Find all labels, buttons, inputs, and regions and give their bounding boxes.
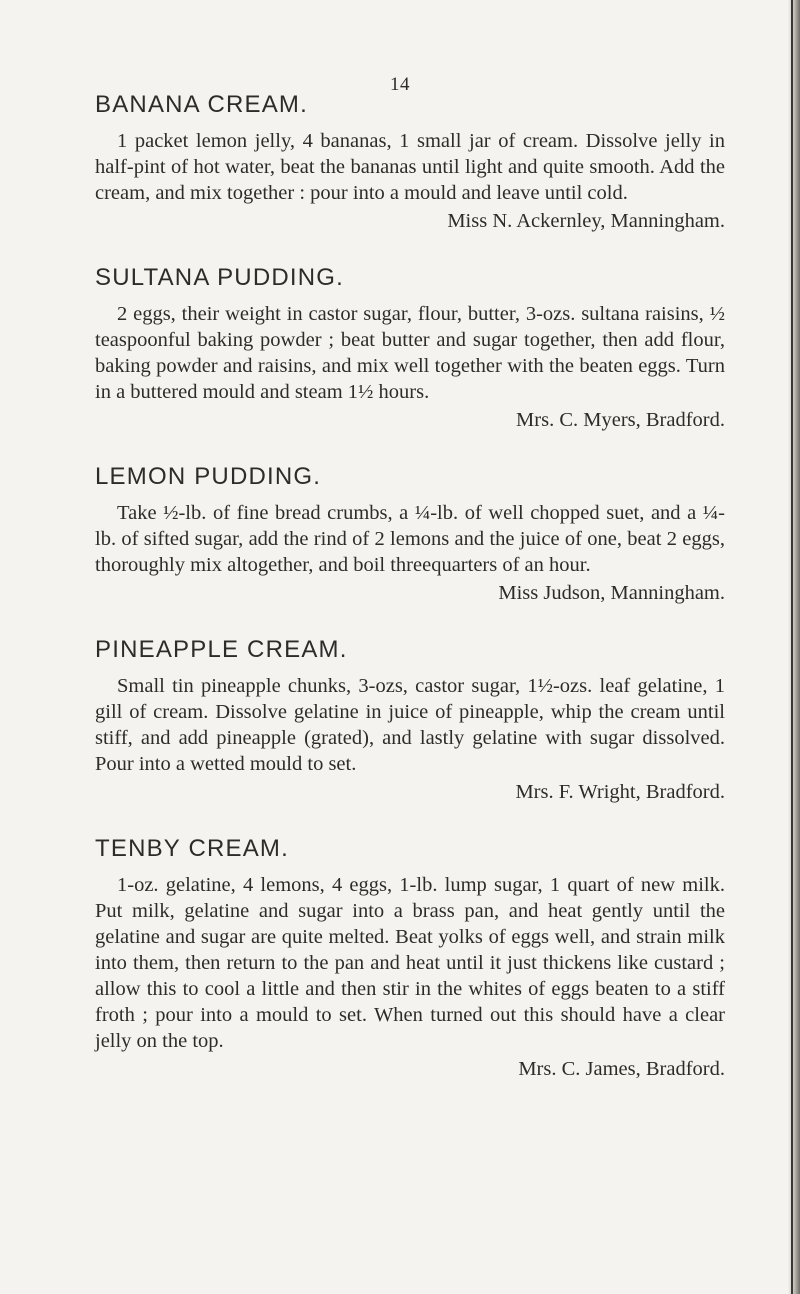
recipe-list [95,88,725,1109]
recipe-banana-cream [95,88,725,234]
recipe-body: Take ½-lb. of fine bread crumbs, a ¼-lb. of well chopped suet, and a ¼-lb. of sifted sugar, add the rind of 2 lemons and the juice of one, beat 2 eggs, thoroughly mix altogether, and boil threequarters of an hour. [95,502,725,576]
page-number: 14 [390,74,410,95]
recipe-body: 2 eggs, their weight in castor sugar, flour, butter, 3-ozs. sultana raisins, ½ teaspoonful baking powder ; beat butter and sugar together, then add flour, baking powder and raisins, and mix well together with the beaten eggs. Turn in a buttered mould and steam 1½ hours. [95,303,725,403]
recipe-body: Small tin pineapple chunks, 3-ozs, castor sugar, 1½-ozs. leaf gelatine, 1 gill of cream. Dissolve gelatine in juice of pineapple, whip the cream until stiff, and add pineapple (grated), and lastly gelatine with sugar dissolved. Pour into a wetted mould to set. [95,675,725,775]
recipe-title: LEMON PUDDING. [95,463,322,490]
recipe-body: 1-oz. gelatine, 4 lemons, 4 eggs, 1-lb. lump sugar, 1 quart of new milk. Put milk, gelatine and sugar into a brass pan, and heat gently until the gelatine and sugar are quite melted. Beat yolks of eggs well, and strain milk into them, then return to the pan and heat until it just thickens like custard ; allow this to cool a little and then stir in the whites of eggs beaten to a stiff froth ; pour into a mould to set. When turned out this should have a clear jelly on the top. [95,874,725,1052]
recipe-title: TENBY CREAM. [95,835,289,862]
recipe-title: SULTANA PUDDING. [95,264,345,291]
recipe-title: PINEAPPLE CREAM. [95,636,348,663]
recipe-author: Miss N. Ackernley, Manningham. [447,210,725,232]
recipe-body: 1 packet lemon jelly, 4 bananas, 1 small jar of cream. Dissolve jelly in half-pint of hot water, beat the bananas until light and quite smooth. Add the cream, and mix together : pour into a mould and leave until cold. [95,130,725,204]
recipe-pineapple-cream [95,633,725,805]
recipe-tenby-cream [95,832,725,1082]
recipe-author: Mrs. F. Wright, Bradford. [515,781,725,803]
recipe-author: Miss Judson, Manningham. [498,582,725,604]
recipe-author: Mrs. C. Myers, Bradford. [516,409,725,431]
recipe-title: BANANA CREAM. [95,91,308,118]
page-edge-line [791,0,793,1294]
recipe-author: Mrs. C. James, Bradford. [518,1058,725,1080]
recipe-lemon-pudding [95,460,725,606]
page-edge-shadow [788,0,800,1294]
recipe-sultana-pudding [95,261,725,433]
